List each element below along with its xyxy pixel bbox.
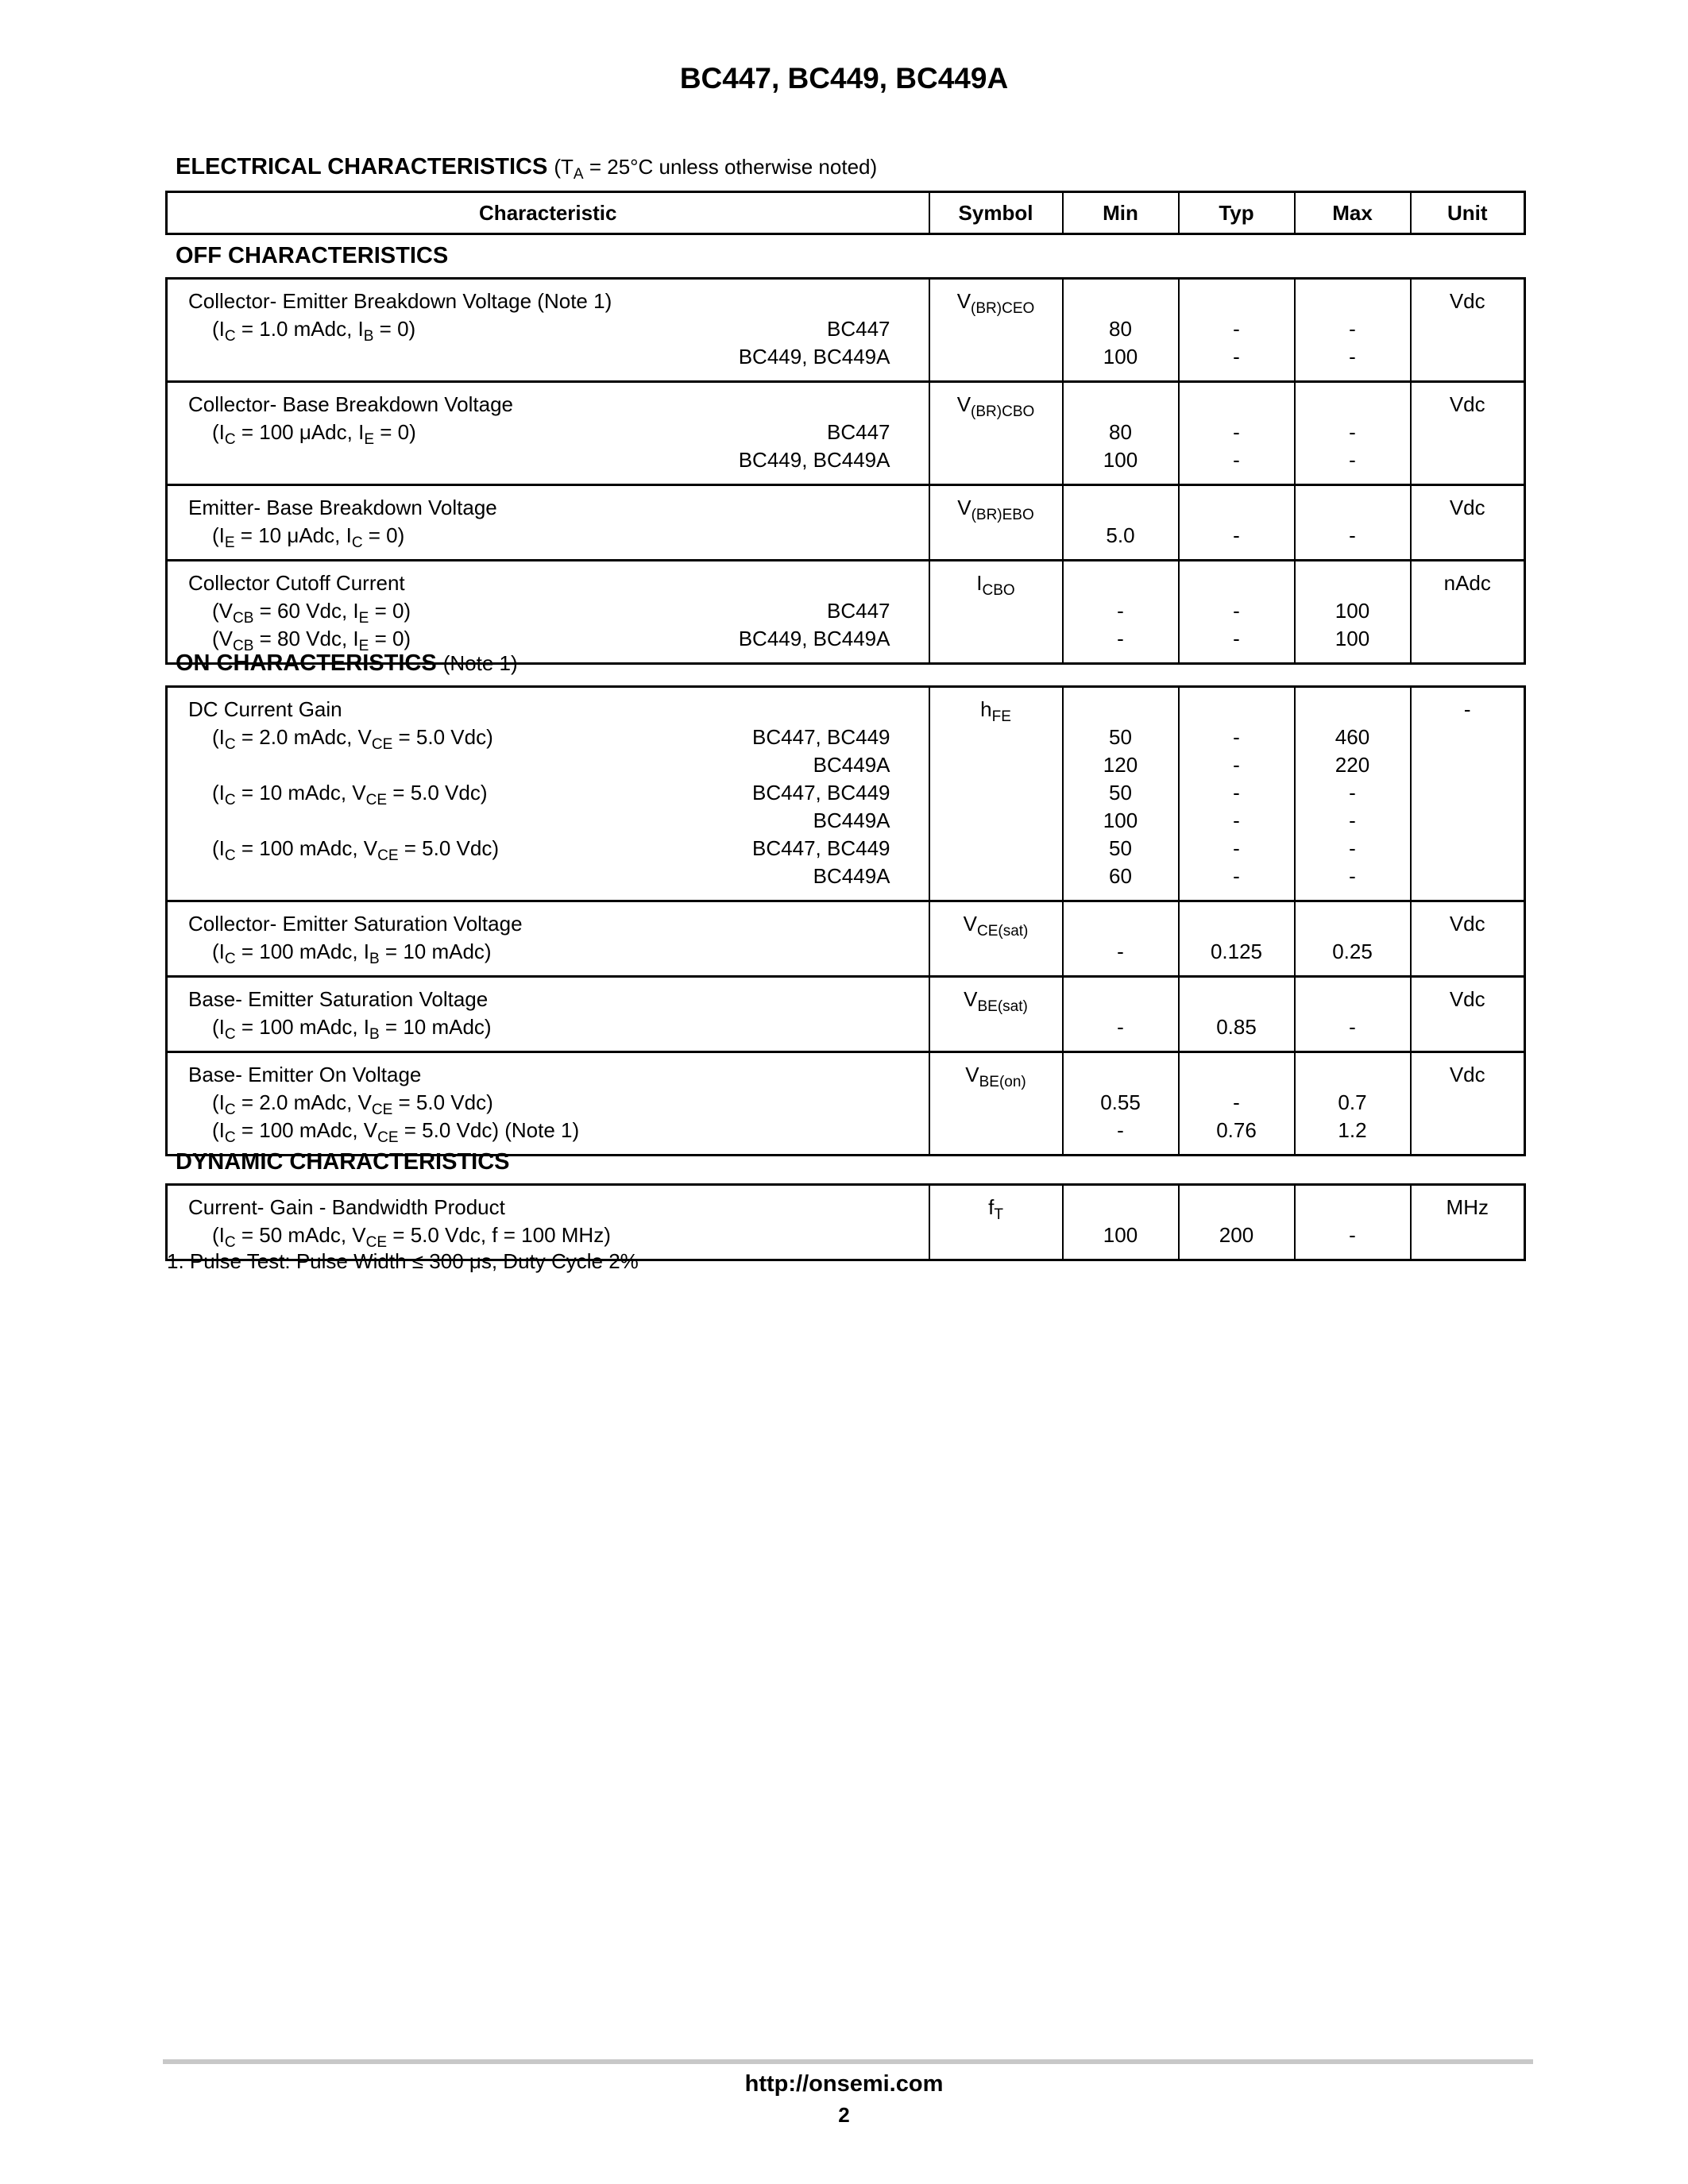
column-header-min: Min [1063,192,1179,234]
max-value: - [1349,448,1356,472]
column-header-unit: Unit [1411,192,1525,234]
device-label: BC449A [813,753,890,777]
characteristic-name [168,391,929,419]
characteristic-label: Current- Gain - Bandwidth Product [188,1195,505,1219]
characteristic-name [168,910,929,938]
test-condition: ($I_C = 100$ μAdc, $I_E = 0$) [212,420,416,448]
device-label: BC447 [827,599,890,623]
table-row [167,561,1525,664]
typ-value: - [1233,781,1240,805]
max-cell [1295,485,1411,561]
table-row [167,382,1525,485]
typ-cell [1179,485,1295,561]
characteristic-label: DC Current Gain [188,697,342,721]
typ-cell [1179,279,1295,382]
characteristic-name [168,494,929,522]
condition-line [168,751,929,779]
min-value: - [1117,1118,1124,1142]
device-label: BC449, BC449A [738,627,890,650]
unit-cell [1411,1052,1525,1156]
symbol-value: $V_{BE(on)}$ [965,1063,1026,1090]
symbol-value: $V_{(BR)EBO}$ [957,496,1034,523]
min-cell [1063,977,1179,1052]
table-heading-title: ELECTRICAL CHARACTERISTICS [176,154,548,179]
characteristic-cell [167,1052,929,1156]
condition-line [168,597,929,625]
typ-value: - [1233,627,1240,650]
symbol-value: $V_{BE(sat)}$ [964,987,1028,1015]
max-value: 460 [1335,725,1370,749]
test-condition: ($V_{CB} = 60$ Vdc, $I_E = 0$) [212,599,411,627]
max-cell [1295,382,1411,485]
min-value: 50 [1109,836,1132,860]
symbol-value: $V_{(BR)CEO}$ [956,289,1035,317]
max-value: - [1349,317,1356,341]
max-cell [1295,279,1411,382]
device-label: BC449A [813,808,890,832]
typ-value: - [1233,448,1240,472]
unit-value: Vdc [1449,496,1485,519]
condition-line [168,315,929,343]
min-value: 50 [1109,781,1132,805]
max-cell [1295,901,1411,977]
max-value: - [1349,1223,1356,1247]
max-value: - [1349,808,1356,832]
min-value: 80 [1109,317,1132,341]
symbol-cell [929,279,1063,382]
condition-line [168,938,929,966]
typ-value: 200 [1219,1223,1254,1247]
max-value: 0.25 [1332,940,1373,963]
typ-value: - [1233,1090,1240,1114]
characteristic-cell [167,561,929,664]
max-value: - [1349,836,1356,860]
column-header-symbol: Symbol [929,192,1063,234]
table-row [167,687,1525,901]
max-value: - [1349,1015,1356,1039]
min-value: 60 [1109,864,1132,888]
symbol-cell [929,1052,1063,1156]
typ-value: - [1233,753,1240,777]
symbol-cell [929,485,1063,561]
unit-value: - [1463,697,1471,721]
condition-line [168,343,929,371]
max-value: 0.7 [1338,1090,1367,1114]
min-value: 80 [1109,420,1132,444]
symbol-value: $f_T$ [988,1195,1003,1223]
characteristic-label: Collector- Base Breakdown Voltage [188,392,514,416]
min-value: 0.55 [1100,1090,1141,1114]
symbol-cell [929,1185,1063,1260]
min-cell [1063,1185,1179,1260]
characteristic-name [168,1061,929,1089]
characteristic-label: Collector Cutoff Current [188,571,405,595]
table-heading-conditions: ($T_A = 25^\circ C$ unless otherwise noted) [554,155,878,183]
min-cell [1063,901,1179,977]
characteristic-cell [167,977,929,1052]
min-value: - [1117,627,1124,650]
on-characteristics-table [165,685,1526,1156]
test-condition: ($I_C = 100$ mAdc, $V_{CE} = 5.0$ Vdc) [212,836,499,864]
unit-value: Vdc [1449,289,1485,313]
test-condition: ($I_C = 2.0$ mAdc, $V_{CE} = 5.0$ Vdc) [212,1090,493,1118]
max-value: - [1349,420,1356,444]
characteristic-cell [167,382,929,485]
unit-cell [1411,1185,1525,1260]
section-title-on: ON CHARACTERISTICS (Note 1) [176,650,518,676]
column-header-max: Max [1295,192,1411,234]
symbol-cell [929,977,1063,1052]
min-cell [1063,279,1179,382]
condition-line [168,1013,929,1041]
unit-value: Vdc [1449,987,1485,1011]
characteristic-cell [167,485,929,561]
unit-value: nAdc [1443,571,1491,595]
typ-value: - [1233,420,1240,444]
max-value: - [1349,345,1356,369]
min-cell [1063,382,1179,485]
unit-value: Vdc [1449,1063,1485,1086]
min-value: 100 [1103,448,1138,472]
max-value: 100 [1335,599,1370,623]
unit-cell [1411,485,1525,561]
characteristic-label: Collector- Emitter Breakdown Voltage (Note 1) [188,289,612,313]
symbol-value: $h_{FE}$ [980,697,1011,725]
max-value: 100 [1335,627,1370,650]
test-condition: ($I_E = 10$ μAdc, $I_C = 0$) [212,523,405,551]
column-header-characteristic: Characteristic [479,200,617,225]
max-value: 1.2 [1338,1118,1367,1142]
min-value: 120 [1103,753,1138,777]
max-cell [1295,1185,1411,1260]
typ-value: - [1233,864,1240,888]
min-value: 100 [1103,345,1138,369]
min-value: 50 [1109,725,1132,749]
typ-cell [1179,901,1295,977]
max-cell [1295,1052,1411,1156]
test-condition: ($I_C = 100$ mAdc, $I_B = 10$ mAdc) [212,1015,492,1043]
symbol-value: $V_{(BR)CBO}$ [956,392,1035,420]
min-value: - [1117,599,1124,623]
typ-cell [1179,977,1295,1052]
typ-value: - [1233,725,1240,749]
typ-value: - [1233,317,1240,341]
symbol-value: $V_{CE(sat)}$ [963,912,1029,940]
min-value: 100 [1103,1223,1138,1247]
typ-value: - [1233,808,1240,832]
typ-cell [1179,1052,1295,1156]
unit-value: MHz [1446,1195,1489,1219]
symbol-value: $I_{CBO}$ [976,571,1015,599]
test-condition: ($I_C = 100$ mAdc, $I_B = 10$ mAdc) [212,940,492,967]
max-cell [1295,687,1411,901]
column-header-table [165,191,1526,235]
footer-url-link[interactable]: http://onsemi.com [744,2071,944,2097]
characteristic-cell [167,279,929,382]
column-header-typ: Typ [1179,192,1295,234]
condition-line [168,1221,929,1249]
symbol-cell [929,561,1063,664]
test-condition: ($I_C = 10$ mAdc, $V_{CE} = 5.0$ Vdc) [212,781,488,808]
condition-line [168,723,929,751]
max-value: - [1349,781,1356,805]
characteristic-name [168,1194,929,1221]
device-label: BC447 [827,420,890,444]
typ-cell [1179,382,1295,485]
device-label: BC447, BC449 [752,781,890,805]
min-cell [1063,485,1179,561]
condition-line [168,1089,929,1117]
condition-line [168,419,929,446]
typ-value: - [1233,599,1240,623]
condition-line [168,446,929,474]
footnote: 1. Pulse Test: Pulse Width ≤ 300 μs, Duty Cycle 2% [167,1249,639,1273]
unit-cell [1411,279,1525,382]
characteristic-label: Base- Emitter Saturation Voltage [188,987,489,1011]
typ-cell [1179,687,1295,901]
max-cell [1295,561,1411,664]
characteristic-label: Base- Emitter On Voltage [188,1063,422,1086]
max-value: - [1349,864,1356,888]
page-title: BC447, BC449, BC449A [679,62,1009,95]
characteristic-name [168,287,929,315]
condition-line [168,1117,929,1144]
test-condition: ($I_C = 2.0$ mAdc, $V_{CE} = 5.0$ Vdc) [212,725,493,753]
table-row [167,485,1525,561]
min-value: 5.0 [1106,523,1135,547]
device-label: BC449, BC449A [738,448,890,472]
condition-line [168,522,929,550]
device-label: BC447, BC449 [752,836,890,860]
min-cell [1063,1052,1179,1156]
characteristic-label: Collector- Emitter Saturation Voltage [188,912,523,936]
typ-value: 0.85 [1216,1015,1257,1039]
typ-value: - [1233,523,1240,547]
device-label: BC447 [827,317,890,341]
min-cell [1063,687,1179,901]
device-label: BC449, BC449A [738,345,890,369]
characteristic-name [168,569,929,597]
characteristic-cell [167,687,929,901]
test-condition: ($V_{CB} = 80$ Vdc, $I_E = 0$) [212,627,411,654]
test-condition: ($I_C = 50$ mAdc, $V_{CE} = 5.0$ Vdc, f = 100 MHz) [212,1223,611,1251]
table-row [167,901,1525,977]
typ-cell [1179,561,1295,664]
characteristic-label: Emitter- Base Breakdown Voltage [188,496,497,519]
device-label: BC447, BC449 [752,725,890,749]
table-row [167,977,1525,1052]
unit-cell [1411,687,1525,901]
max-value: - [1349,523,1356,547]
table-heading [176,154,878,183]
unit-value: Vdc [1449,912,1485,936]
table-row [167,279,1525,382]
unit-value: Vdc [1449,392,1485,416]
symbol-cell [929,901,1063,977]
condition-line [168,779,929,807]
section-title-dynamic: DYNAMIC CHARACTERISTICS [176,1149,510,1175]
characteristic-name [168,986,929,1013]
symbol-cell [929,687,1063,901]
condition-line [168,862,929,890]
unit-cell [1411,382,1525,485]
symbol-cell [929,382,1063,485]
section-title-off: OFF CHARACTERISTICS [176,243,449,268]
unit-cell [1411,977,1525,1052]
min-cell [1063,561,1179,664]
footer-divider [163,2059,1533,2064]
max-cell [1295,977,1411,1052]
test-condition: ($I_C = 1.0$ mAdc, $I_B = 0$) [212,317,416,345]
characteristic-cell [167,901,929,977]
min-value: 100 [1103,808,1138,832]
max-value: 220 [1335,753,1370,777]
table-row [167,1052,1525,1156]
page-number: 2 [838,2103,850,2127]
typ-cell [1179,1185,1295,1260]
device-label: BC449A [813,864,890,888]
min-value: - [1117,940,1124,963]
unit-cell [1411,561,1525,664]
typ-value: - [1233,836,1240,860]
characteristic-name [168,696,929,723]
off-characteristics-table [165,277,1526,665]
typ-value: 0.125 [1210,940,1263,963]
test-condition: ($I_C = 100$ mAdc, $V_{CE} = 5.0$ Vdc) (Note 1) [212,1118,580,1146]
typ-value: 0.76 [1216,1118,1257,1142]
condition-line [168,807,929,835]
typ-value: - [1233,345,1240,369]
condition-line [168,835,929,862]
unit-cell [1411,901,1525,977]
min-value: - [1117,1015,1124,1039]
condition-line [168,625,929,653]
